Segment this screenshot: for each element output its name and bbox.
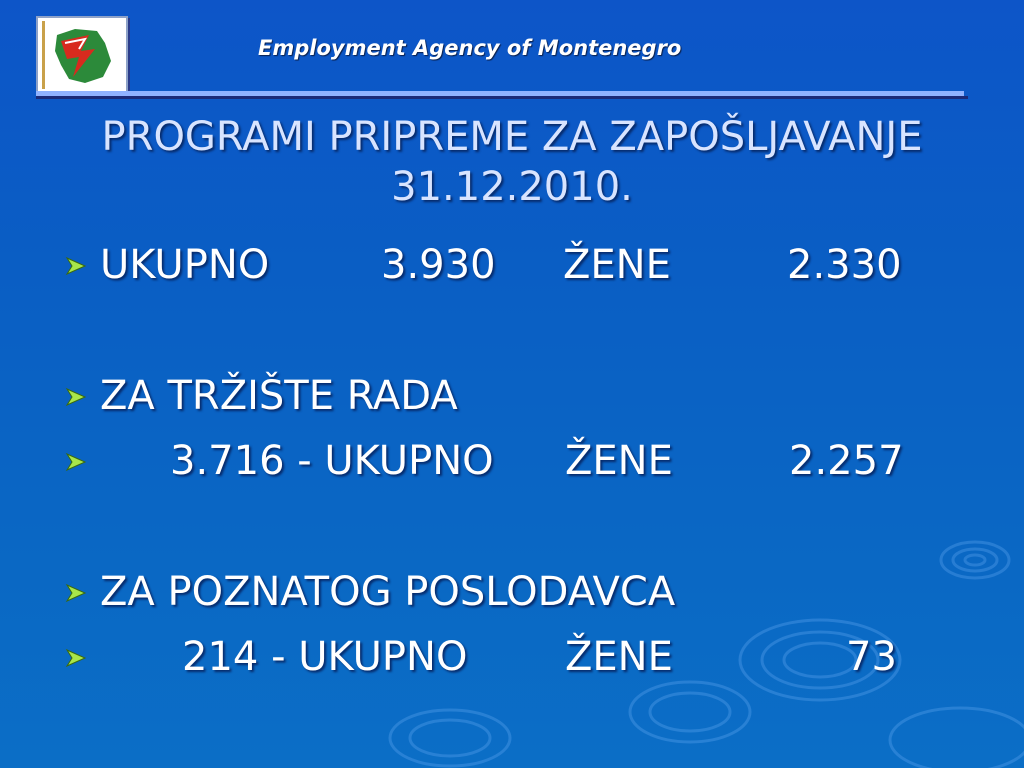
row-women-label: ŽENE [563, 242, 671, 288]
agency-name: Employment Agency of Montenegro [258, 36, 682, 60]
arrow-bullet-icon [64, 582, 90, 604]
title-line-2: 31.12.2010. [391, 164, 633, 210]
list-item [60, 436, 960, 486]
list-item [60, 240, 960, 290]
arrow-bullet-icon [64, 647, 90, 669]
row-total: 3.930 [381, 242, 496, 288]
title-line-1: PROGRAMI PRIPREME ZA ZAPOŠLJAVANJE [101, 114, 923, 160]
row-women-label: ŽENE [565, 634, 673, 680]
slide-title [60, 112, 964, 212]
row-women-value: 73 [846, 634, 897, 680]
row-total-label: 214 - UKUPNO [182, 634, 468, 680]
section-heading: ZA POZNATOG POSLODAVCA [100, 569, 676, 615]
row-women-label: ŽENE [565, 438, 673, 484]
row-label: UKUPNO [100, 242, 270, 288]
arrow-bullet-icon [64, 255, 90, 277]
arrow-bullet-icon [64, 451, 90, 473]
row-women-value: 2.257 [789, 438, 904, 484]
agency-logo [36, 16, 128, 94]
list-item [60, 632, 960, 682]
list-item [60, 567, 960, 617]
header-divider [36, 91, 968, 101]
row-women-value: 2.330 [787, 242, 902, 288]
section-heading: ZA TRŽIŠTE RADA [100, 373, 458, 419]
list-item [60, 371, 960, 421]
row-total-label: 3.716 - UKUPNO [170, 438, 494, 484]
arrow-bullet-icon [64, 386, 90, 408]
agency-logo-icon [45, 21, 123, 89]
